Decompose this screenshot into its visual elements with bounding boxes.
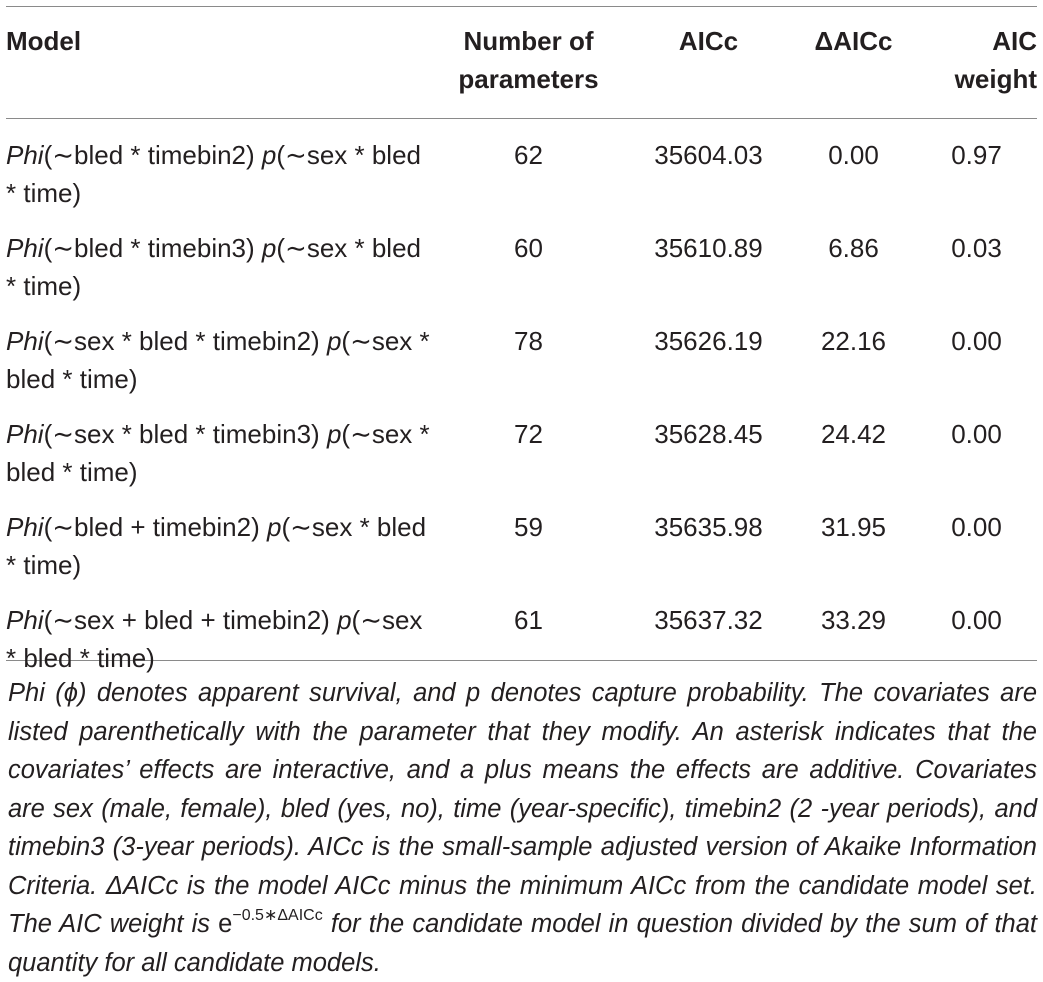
- aicc-value: 35610.89: [654, 233, 763, 263]
- formula-base: e: [218, 910, 233, 938]
- model-formula: [6, 305, 431, 398]
- phi-covariates: (∼bled * timebin2): [43, 140, 262, 170]
- aic-weight-value: 0.00: [951, 419, 1002, 449]
- column-header-model: Model: [6, 26, 82, 56]
- phi-symbol: Phi: [6, 419, 44, 449]
- phi-symbol: Phi: [6, 512, 44, 542]
- table-row: [6, 491, 1037, 584]
- aicc-value: 35626.19: [654, 326, 763, 356]
- table-row: [6, 305, 1037, 398]
- aicc-value: 35637.32: [654, 605, 763, 635]
- delta-aicc-value: 31.95: [820, 512, 887, 542]
- number-of-parameters: 59: [514, 512, 543, 542]
- phi-covariates: (∼sex + bled + timebin2): [43, 605, 338, 635]
- phi-symbol: Phi: [6, 605, 44, 635]
- table-row: [6, 398, 1037, 491]
- delta-aicc-value: 6.86: [828, 233, 879, 263]
- phi-symbol: Phi: [6, 140, 44, 170]
- aicc-value: 35604.03: [654, 140, 763, 170]
- number-of-parameters: 62: [514, 140, 543, 170]
- aicc-value: 35635.98: [654, 512, 763, 542]
- p-covariates: (∼sex * bled * time): [6, 233, 421, 301]
- delta-aicc-value: 22.16: [820, 326, 887, 356]
- footnote-text: Phi (ϕ) denotes apparent survival, and p denotes capture probability. The covariates are listed parenthetically with the parameter that they modify. An asterisk indicates that the covariates’ effects are interactive, and a plus means the effects are additive. Covariates are sex (male, female), bled (yes, no), time (year-specific), timebin2 (2 -year periods), and timebin3 (3-year periods). AICc is the small-sample adjusted version of Akaike Information Criteria. ΔAICc is the model AICc minus the minimum AICc from the candidate model set. The AIC weight is: [8, 679, 1037, 938]
- column-header-aic-weight: [916, 8, 1037, 118]
- p-symbol: p: [261, 140, 277, 170]
- p-covariates: (∼sex * bled * time): [6, 512, 427, 580]
- p-covariates: (∼sex * bled * time): [6, 326, 430, 394]
- aic-weight-value: 0.00: [951, 326, 1002, 356]
- number-of-parameters: 60: [514, 233, 543, 263]
- aic-weight-value: 0.00: [951, 605, 1002, 635]
- column-header-aicc: AICc: [678, 26, 739, 56]
- model-selection-table: [6, 8, 1037, 677]
- delta-aicc-value: 0.00: [828, 140, 879, 170]
- phi-covariates: (∼bled * timebin3): [43, 233, 262, 263]
- model-formula: [6, 212, 431, 305]
- p-symbol: p: [337, 605, 352, 635]
- p-symbol: p: [266, 512, 282, 542]
- table-row: [6, 118, 1037, 212]
- phi-covariates: (∼sex * bled * timebin2): [43, 326, 327, 356]
- p-symbol: p: [326, 419, 342, 449]
- aic-weight-formula: [218, 907, 323, 938]
- number-of-parameters: 61: [514, 605, 543, 635]
- model-formula: [6, 118, 431, 212]
- column-header-delta-aicc: ΔAICc: [814, 26, 893, 56]
- p-covariates: (∼sex * bled * time): [6, 419, 430, 487]
- p-covariates: (∼sex * bled * time): [6, 140, 421, 208]
- model-formula: [6, 398, 431, 491]
- number-of-parameters: 78: [514, 326, 543, 356]
- number-of-parameters: 72: [514, 419, 543, 449]
- aicc-value: 35628.45: [654, 419, 763, 449]
- table-row: [6, 212, 1037, 305]
- delta-aicc-value: 33.29: [820, 605, 887, 635]
- p-symbol: p: [326, 326, 342, 356]
- phi-covariates: (∼sex * bled * timebin3): [43, 419, 327, 449]
- table-top-rule: [6, 6, 1037, 7]
- phi-symbol: Phi: [6, 326, 44, 356]
- aic-weight-value: 0.00: [951, 512, 1002, 542]
- column-header-number-of-parameters: [431, 8, 626, 118]
- model-formula: [6, 584, 431, 677]
- p-covariates: (∼sex * bled * time): [6, 605, 423, 673]
- phi-covariates: (∼bled + timebin2): [43, 512, 267, 542]
- params-header-line2: parameters: [458, 64, 599, 94]
- formula-exponent: −0.5∗ΔAICc: [232, 907, 323, 924]
- p-symbol: p: [261, 233, 277, 263]
- table-header-row: [6, 8, 1037, 118]
- delta-aicc-value: 24.42: [820, 419, 887, 449]
- weight-header-line1: AIC: [992, 26, 1037, 56]
- weight-header-line2: weight: [954, 64, 1037, 94]
- aic-weight-value: 0.03: [951, 233, 1002, 263]
- footnote-text-end: for the candidate model in question divided by the sum of that quantity for all candidate models.: [8, 910, 1038, 977]
- params-header-line1: Number of: [463, 26, 594, 56]
- aic-weight-value: 0.97: [951, 140, 1002, 170]
- table-row: [6, 584, 1037, 677]
- model-formula: [6, 491, 431, 584]
- phi-symbol: Phi: [6, 233, 44, 263]
- table-footnote: [8, 674, 1037, 982]
